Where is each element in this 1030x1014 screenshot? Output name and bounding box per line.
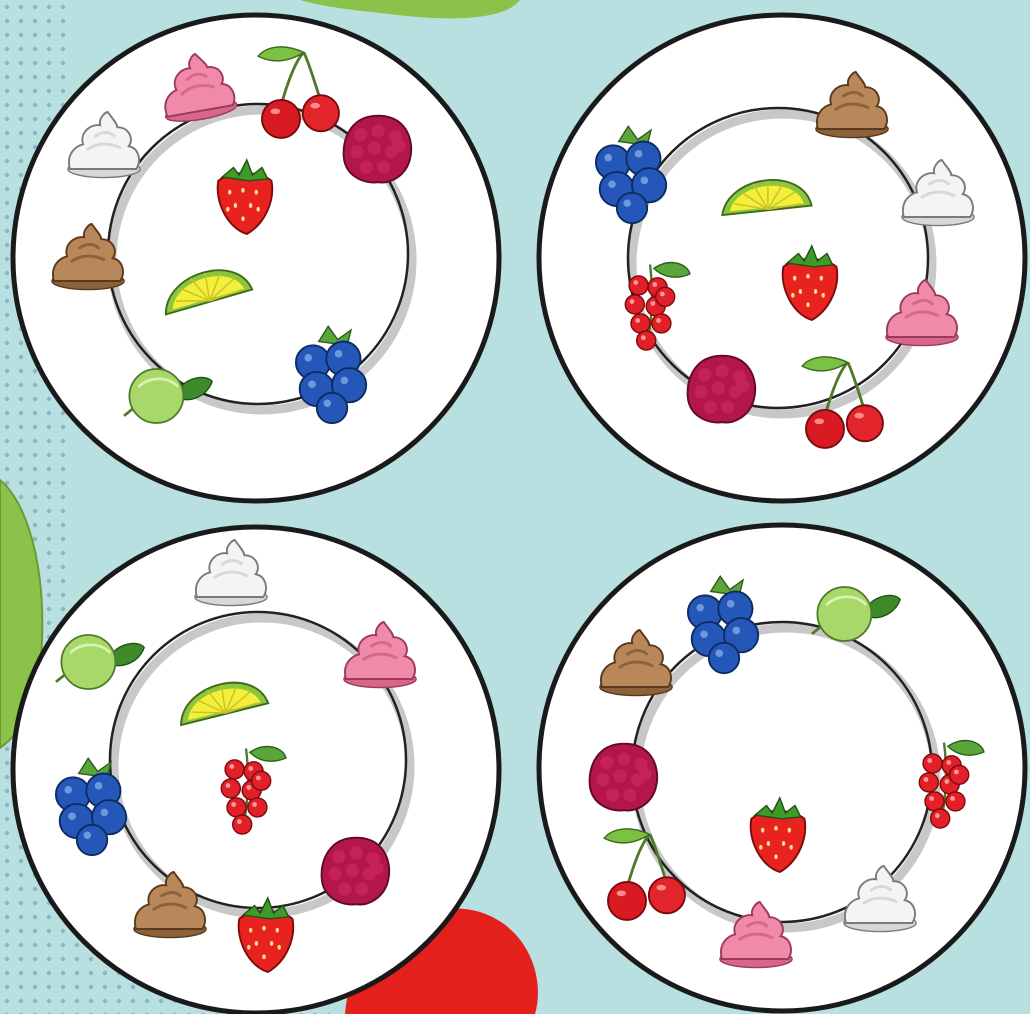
plate-top-right[interactable]	[539, 15, 1025, 501]
raspberry-icon[interactable]	[688, 356, 756, 423]
plate-bottom-right[interactable]	[539, 525, 1025, 1011]
plate-top-left[interactable]	[13, 15, 499, 501]
plate-bottom-left[interactable]	[13, 527, 499, 1013]
plate-disc	[539, 15, 1025, 501]
raspberry-icon[interactable]	[590, 744, 658, 811]
raspberry-icon[interactable]	[344, 116, 412, 183]
raspberry-icon[interactable]	[322, 838, 390, 905]
